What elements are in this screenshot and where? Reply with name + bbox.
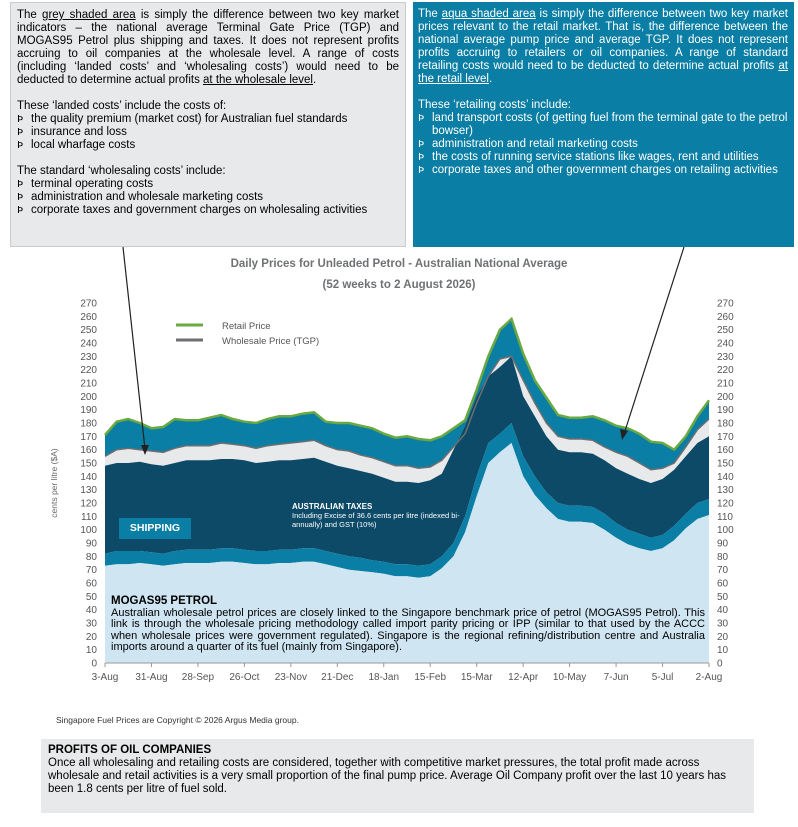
y-tick-label-right: 60 (717, 578, 729, 590)
y-tick-label-right: 20 (717, 631, 729, 643)
x-tick-label: 26-Oct (229, 672, 260, 683)
chart-title: Daily Prices for Unleaded Petrol - Australian National Average (230, 258, 568, 270)
list-item: Þ administration and retail marketing costs (418, 138, 788, 151)
y-tick-label-right: 190 (717, 405, 734, 417)
y-tick-label-left: 50 (85, 591, 97, 603)
y-tick-label-left: 160 (80, 445, 97, 457)
x-tick-label: 12-Apr (508, 672, 539, 683)
aqua-area-term: aqua shaded area (441, 8, 536, 20)
profits-text: Once all wholesaling and retailing costs are considered, together with competitive market pressures, the total profit made across wholesale and retail activities is a very small proportion of the final pump price. Average Oil Company profit over the last 10 years has been 1.8 cents per litre of fuel sold. (48, 757, 726, 795)
y-tick-label-left: 190 (80, 405, 97, 417)
list-item: Þ corporate taxes and other government charges on retailing activities (418, 164, 788, 177)
y-tick-label-left: 230 (80, 351, 97, 363)
grey-area-term: grey shaded area (42, 9, 136, 21)
profits-of-oil-companies (41, 739, 754, 813)
list-item: Þ terminal operating costs (17, 178, 399, 191)
mogas95-text: Australian wholesale petrol prices are closely linked to the Singapore benchmark price of petrol (MOGAS95 Petrol). This link is through the wholesale pricing methodology called import parity pricing or IPP (similar to that used by the ACCC when wholesale prices were government regulated). Singapore is the regional refining/distribution centre and Australia imports around a quarter of its fuel (mainly from Singapore). (111, 606, 705, 653)
y-tick-label-left: 170 (80, 431, 97, 443)
y-tick-label-right: 70 (717, 565, 729, 577)
x-tick-label: 23-Nov (274, 672, 307, 683)
x-tick-label: 15-Mar (460, 672, 493, 683)
y-tick-label-right: 120 (717, 498, 734, 510)
y-tick-label-right: 180 (717, 418, 734, 430)
mogas95-explanation (111, 596, 705, 654)
list-item: Þ corporate taxes and government charges on wholesaling activities (17, 204, 399, 217)
list-item: Þ local wharfage costs (17, 139, 399, 152)
list-item: Þ land transport costs (of getting fuel from the terminal gate to the petrol bowser) (418, 112, 788, 138)
mogas95-title: MOGAS95 PETROL (111, 595, 218, 607)
y-tick-label-right: 230 (717, 351, 734, 363)
y-axis-label: cents per litre ($A) (49, 448, 59, 518)
list-item: Þ insurance and loss (17, 126, 399, 139)
x-tick-label: 5-Jul (651, 672, 674, 683)
y-tick-label-left: 60 (85, 578, 97, 590)
grey-intro: The grey shaded area is simply the difference between two key market indicators – the national average Terminal Gate Price (TGP) and MOGAS95 Petrol plus shipping and taxes. It does not represent profits accruing to oil companies at the wholesale level. A range of costs (including ‘landed costs’ and ‘wholesaling costs’) would need to be deducted to determine actual profits at the wholesale level. (17, 9, 400, 86)
y-tick-label-left: 140 (80, 471, 97, 483)
x-tick-label: 21-Dec (321, 672, 354, 683)
copyright-notice: Singapore Fuel Prices are Copyright © 2026 Argus Media group. (56, 715, 299, 725)
list-item: Þ the quality premium (market cost) for Australian fuel standards (17, 113, 399, 126)
aqua-area-pointer (624, 247, 684, 434)
x-tick-label: 15-Feb (414, 672, 447, 683)
y-tick-label-right: 210 (717, 378, 734, 390)
y-tick-label-left: 120 (80, 498, 97, 510)
y-tick-label-right: 150 (717, 458, 734, 470)
y-tick-label-right: 200 (717, 391, 734, 403)
y-tick-label-right: 0 (717, 658, 723, 670)
shipping-label: SHIPPING (119, 518, 191, 539)
y-tick-label-left: 240 (80, 338, 97, 350)
legend-wholesale-label: Wholesale Price (TGP) (222, 336, 320, 347)
y-tick-label-right: 90 (717, 538, 729, 550)
y-tick-label-left: 260 (80, 311, 97, 323)
y-tick-label-left: 150 (80, 458, 97, 470)
y-tick-label-left: 220 (80, 365, 97, 377)
y-tick-label-left: 270 (80, 298, 97, 310)
y-tick-label-right: 100 (717, 525, 734, 537)
x-tick-label: 10-May (552, 672, 587, 683)
wholesaling-costs-heading: The standard ‘wholesaling costs’ include: (17, 165, 226, 177)
retailing-costs-heading: These ‘retailing costs’ include: (418, 99, 571, 111)
y-tick-label-left: 210 (80, 378, 97, 390)
y-tick-label-right: 40 (717, 605, 729, 617)
x-tick-label: 18-Jan (368, 672, 400, 683)
x-tick-label: 7-Jun (603, 672, 629, 683)
y-tick-label-right: 80 (717, 551, 729, 563)
y-tick-label-right: 10 (717, 645, 729, 657)
y-tick-label-left: 20 (85, 631, 97, 643)
y-tick-label-right: 30 (717, 618, 729, 630)
y-tick-label-right: 130 (717, 485, 734, 497)
y-tick-label-left: 110 (81, 511, 97, 523)
x-tick-label: 2-Aug (695, 672, 723, 683)
profits-title: PROFITS OF OIL COMPANIES (48, 744, 212, 756)
y-tick-label-right: 170 (717, 431, 734, 443)
y-tick-label-left: 100 (80, 525, 97, 537)
chart-subtitle: (52 weeks to 2 August 2026) (322, 279, 476, 291)
y-tick-label-right: 140 (717, 471, 734, 483)
y-tick-label-right: 160 (717, 445, 734, 457)
x-tick-label: 3-Aug (91, 672, 119, 683)
y-tick-label-left: 90 (85, 538, 97, 550)
y-tick-label-left: 40 (85, 605, 97, 617)
y-tick-label-right: 270 (717, 298, 734, 310)
y-tick-label-left: 80 (85, 551, 97, 563)
y-tick-label-left: 180 (80, 418, 97, 430)
y-tick-label-left: 0 (91, 658, 97, 670)
y-tick-label-right: 220 (717, 365, 734, 377)
y-tick-label-left: 30 (85, 618, 97, 630)
list-item: Þ administration and wholesale marketing costs (17, 191, 399, 204)
australian-taxes-label: AUSTRALIAN TAXES Including Excise of 36.6 cents per litre (indexed bi-annually) and GST (10%) (292, 502, 460, 529)
y-tick-label-right: 50 (717, 591, 729, 603)
landed-costs-heading: These ‘landed costs’ include the costs of: (17, 100, 227, 112)
legend-retail-label: Retail Price (222, 321, 271, 332)
y-tick-label-left: 70 (85, 565, 97, 577)
y-tick-label-left: 130 (80, 485, 97, 497)
list-item: Þ the costs of running service stations like wages, rent and utilities (418, 151, 788, 164)
x-tick-label: 31-Aug (135, 672, 168, 683)
chart-legend (176, 321, 319, 347)
x-tick-label: 28-Sep (181, 672, 215, 683)
y-tick-label-right: 250 (717, 325, 734, 337)
y-tick-label-right: 110 (717, 511, 733, 523)
y-tick-label-left: 200 (80, 391, 97, 403)
y-tick-label-left: 250 (80, 325, 97, 337)
aqua-intro: The aqua shaded area is simply the difference between two key market prices relevant to the retail market. That is, the difference between the national average pump price and average TGP. It does not represent profits accruing to retailers or oil companies. A range of standard retailing costs would need to be deducted to determine actual profits at the retail level. (418, 8, 789, 85)
y-tick-label-right: 240 (717, 338, 734, 350)
y-tick-label-left: 10 (85, 645, 97, 657)
y-tick-label-right: 260 (717, 311, 734, 323)
